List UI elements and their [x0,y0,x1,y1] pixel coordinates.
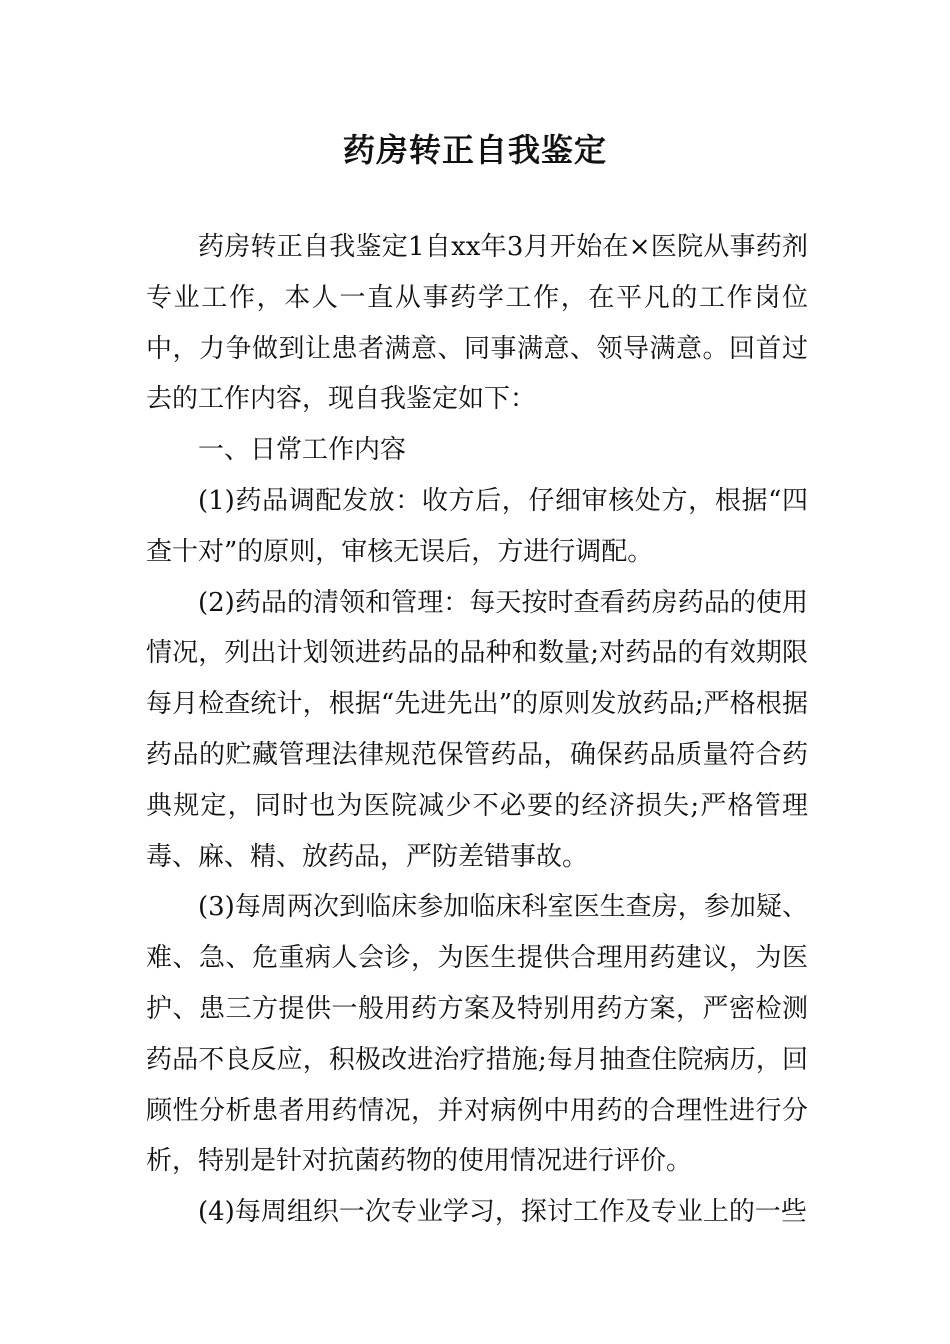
paragraph-item-3: (3)每周两次到临床参加临床科室医生查房，参加疑、难、急、危重病人会诊，为医生提供合理用药建议，为医护、患三方提供一般用药方案及特别用药方案，严密检测药品不良反应，积极改进治疗措施;每月抽查住院病历，回顾性分析患者用药情况，并对病例中用药的合理性进行分析，特别是针对抗菌药物的使用情况进行评价。 [146,892,808,1177]
document-body [146,222,808,1238]
paragraph-intro: 药房转正自我鉴定1自xx年3月开始在×医院从事药剂专业工作，本人一直从事药学工作，在平凡的工作岗位中，力争做到让患者满意、同事满意、领导满意。回首过去的工作内容，现自我鉴定如下： [146,232,808,415]
section-heading-daily-work: 一、日常工作内容 [198,435,407,466]
paragraph-item-2: (2)药品的清领和管理：每天按时查看药房药品的使用情况，列出计划领进药品的品种和数量;对药品的有效期限每月检查统计，根据“先进先出”的原则发放药品;严格根据药品的贮藏管理法律规范保管药品，确保药品质量符合药典规定，同时也为医院减少不必要的经济损失;严格管理毒、麻、精、放药品，严防差错事故。 [146,587,808,872]
paragraph-item-4: (4)每周组织一次专业学习，探讨工作及专业上的一些 [198,1197,807,1228]
document-title: 药房转正自我鉴定 [342,131,607,169]
paragraph-item-1: (1)药品调配发放：收方后，仔细审核处方，根据“四查十对”的原则，审核无误后，方进行调配。 [146,485,808,567]
